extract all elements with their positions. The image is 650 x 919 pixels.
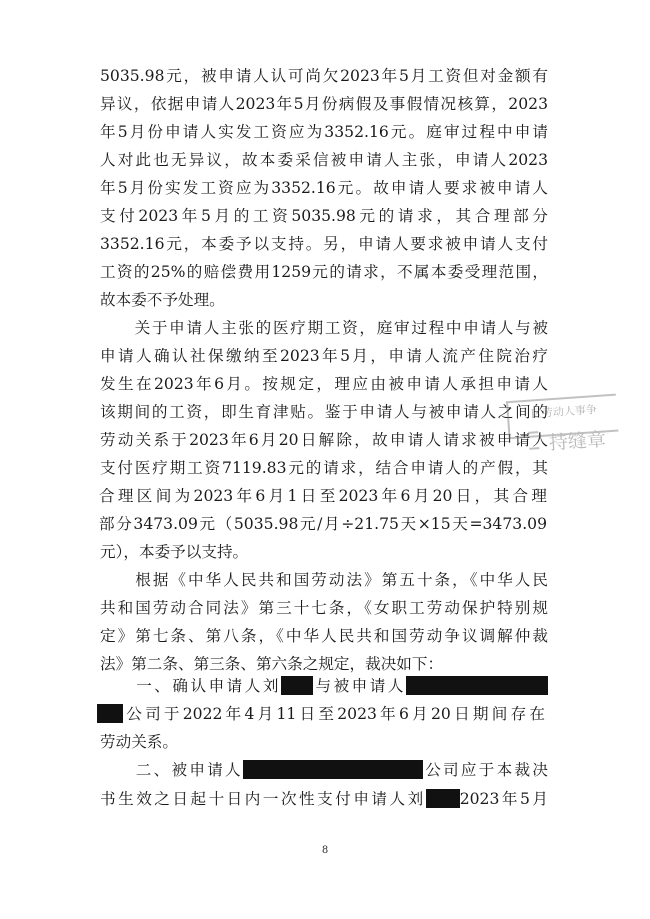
redaction-bar: [281, 676, 313, 695]
text-line: 定》第七条、第八条，《中华人民共和国劳动争议调解仲裁: [100, 627, 548, 645]
text-line: 劳动关系于2023年6月20日解除，故申请人请求被申请人: [100, 431, 548, 449]
text-line: 部分3473.09元（5035.98元/月÷21.75天×15天=3473.09: [99, 515, 547, 533]
text-line: 合理区间为2023年6月1日至2023年6月20日，其合理: [99, 487, 547, 505]
redaction-bar: [243, 760, 423, 779]
redaction-bar: [426, 789, 460, 808]
text-line: 发生在2023年6月。按规定，理应由被申请人承担申请人: [100, 375, 548, 393]
seal-text-top: 区劳动人事争: [530, 403, 598, 421]
text-line: 该期间的工资，即生育津贴。鉴于申请人与被申请人之间的: [100, 403, 548, 421]
text-line: 异议，依据申请人2023年5月份病假及事假情况核算，2023: [100, 95, 548, 113]
ruling-item-1-line-1: 一、确认申请人刘 与被申请人: [100, 676, 548, 696]
ruling-item-1-line-2: 公司于2022年4月11日至2023年6月20日期间存在: [97, 704, 545, 724]
text-line: 法》第二条、第三条、第六条之规定，裁决如下：: [100, 655, 444, 673]
page-number: 8: [321, 845, 329, 856]
text-line: 申请人确认社保缴纳至2023年5月，申请人流产住院治疗: [100, 347, 548, 365]
redaction-bar: [406, 676, 548, 695]
text-line: 年5月份实发工资应为3352.16元。故申请人要求被申请人: [100, 179, 548, 197]
redaction-bar: [97, 704, 123, 723]
text-line: 支付医疗期工资7119.83元的请求，结合申请人的产假，其: [100, 459, 548, 477]
text-line: 人对此也无异议，故本委采信被申请人主张，申请人2023: [100, 151, 548, 169]
ruling-item-2-line-2: 书生效之日起十日内一次性支付申请人刘 2023年5月: [100, 790, 548, 808]
text-line: 年5月份申请人实发工资应为3352.16元。庭审过程中申请: [100, 123, 548, 141]
text-line: 故本委不予处理。: [100, 291, 225, 309]
text-line: 元），本委予以支持。: [100, 543, 249, 561]
text-line: 工资的25%的赔偿费用1259元的请求，不属本委受理范围，: [100, 263, 548, 281]
text-line: 5035.98元，被申请人认可尚欠2023年5月工资但对金额有: [100, 67, 548, 85]
text-line: 关于申请人主张的医疗期工资，庭审过程中申请人与被: [100, 319, 548, 337]
ruling-item-2-line-1: 二、被申请人 公司应于本裁决: [100, 761, 548, 779]
text-line: 根据《中华人民共和国劳动法》第五十条，《中华人民: [100, 571, 548, 589]
text-line: 共和国劳动合同法》第三十七条，《女职工劳动保护特别规: [100, 599, 548, 617]
seal-text-bottom: 持缝章: [548, 428, 607, 455]
ruling-item-1-line-3: 劳动关系。: [100, 733, 178, 751]
text-line: 支付2023年5月的工资5035.98元的请求，其合理部分: [100, 207, 548, 225]
text-line: 3352.16元，本委予以支持。另，申请人要求被申请人支付: [100, 235, 548, 253]
